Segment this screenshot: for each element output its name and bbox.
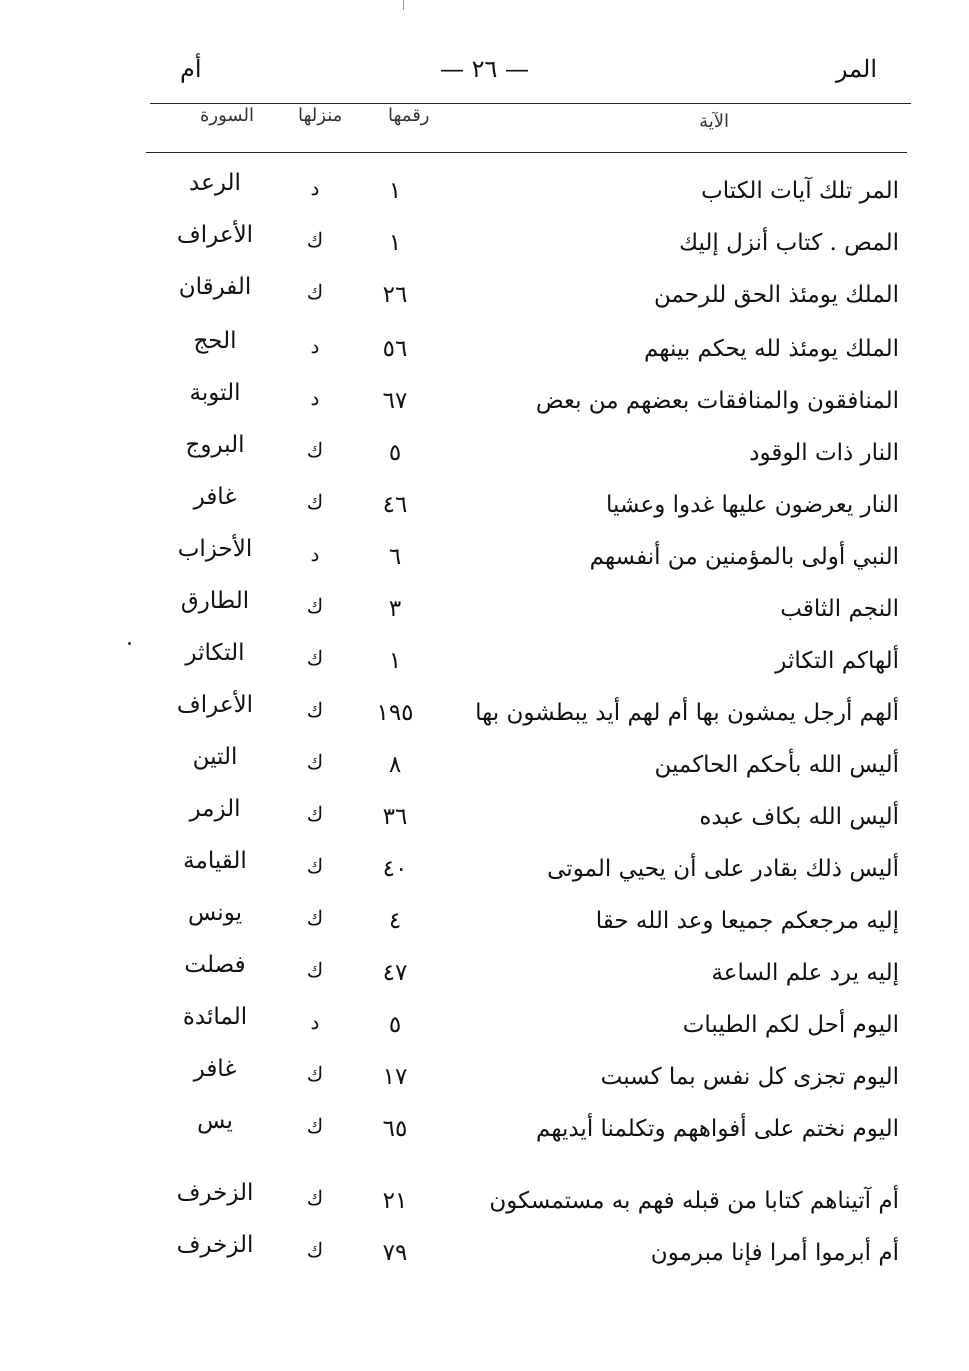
revelation-place: د xyxy=(310,542,320,566)
table-row xyxy=(0,1230,969,1282)
verse-number: ٢١ xyxy=(382,1188,408,1214)
verse-text: أم أبرموا أمرا فإنا مبرمون xyxy=(650,1240,899,1266)
verse-number: ٢٦ xyxy=(382,282,408,308)
surah-name: الزخرف xyxy=(176,1232,254,1258)
header-top-rule xyxy=(150,103,911,104)
verse-number: ٥ xyxy=(388,440,402,466)
table-row xyxy=(0,638,969,690)
revelation-place: ك xyxy=(306,906,324,930)
verse-text: النجم الثاقب xyxy=(780,596,899,622)
verse-text: المص . كتاب أنزل إليك xyxy=(679,230,899,256)
surah-name: المائدة xyxy=(182,1004,248,1030)
surah-name: الزخرف xyxy=(176,1180,254,1206)
surah-name: الرعد xyxy=(189,170,241,196)
table-row xyxy=(0,168,969,220)
surah-name: التين xyxy=(192,744,238,770)
revelation-place: ك xyxy=(306,490,324,514)
verse-number: ١٧ xyxy=(382,1064,408,1090)
revelation-place: ك xyxy=(306,280,324,304)
verse-text: ألهم أرجل يمشون بها أم لهم أيد يبطشون بها xyxy=(475,700,899,726)
table-row xyxy=(0,534,969,586)
revelation-place: ك xyxy=(306,698,324,722)
table-row xyxy=(0,272,969,324)
surah-name: يونس xyxy=(187,900,242,926)
verse-number: ١٩٥ xyxy=(376,700,414,726)
revelation-place: ك xyxy=(306,594,324,618)
revelation-place: ك xyxy=(306,958,324,982)
verse-text: المر تلك آيات الكتاب xyxy=(701,178,899,204)
table-row xyxy=(0,482,969,534)
surah-name: التوبة xyxy=(189,380,241,406)
table-row xyxy=(0,898,969,950)
table-row xyxy=(0,742,969,794)
surah-name: غافر xyxy=(193,484,237,510)
revelation-place: ك xyxy=(306,646,324,670)
running-head-left: أم xyxy=(180,55,202,83)
column-header-verse: الآية xyxy=(699,111,729,132)
revelation-place: ك xyxy=(306,438,324,462)
verse-number: ٤ xyxy=(388,908,402,934)
table-row xyxy=(0,794,969,846)
verse-text: النار ذات الوقود xyxy=(749,440,899,466)
table-row xyxy=(0,378,969,430)
revelation-place: د xyxy=(310,386,320,410)
verse-number: ١ xyxy=(388,178,402,204)
table-row xyxy=(0,846,969,898)
revelation-place: ك xyxy=(306,228,324,252)
verse-number: ٥ xyxy=(388,1012,402,1038)
verse-number: ١ xyxy=(388,648,402,674)
table-row xyxy=(0,950,969,1002)
verse-number: ٣ xyxy=(388,596,402,622)
verse-text: الملك يومئذ الحق للرحمن xyxy=(653,282,899,308)
verse-text: أم آتيناهم كتابا من قبله فهم به مستمسكون xyxy=(489,1188,899,1214)
verse-text: أليس ذلك بقادر على أن يحيي الموتى xyxy=(547,856,899,882)
page-number: — ٢٦ — xyxy=(439,55,530,83)
verse-text: الملك يومئذ لله يحكم بينهم xyxy=(644,336,899,362)
revelation-place: ك xyxy=(306,854,324,878)
table-row xyxy=(0,1106,969,1158)
revelation-place: ك xyxy=(306,750,324,774)
verse-number: ١ xyxy=(388,230,402,256)
revelation-place: د xyxy=(310,176,320,200)
verse-text: أليس الله بأحكم الحاكمين xyxy=(654,752,899,778)
verse-text: اليوم نختم على أفواههم وتكلمنا أيديهم xyxy=(536,1116,899,1142)
crease-mark xyxy=(403,0,404,10)
verse-text: النار يعرضون عليها غدوا وعشيا xyxy=(606,492,899,518)
surah-name: غافر xyxy=(193,1056,237,1082)
surah-name: الفرقان xyxy=(178,274,252,300)
verse-number: ٥٦ xyxy=(382,336,408,362)
verse-text: إليه يرد علم الساعة xyxy=(711,960,899,986)
verse-number: ٤٠ xyxy=(382,856,408,882)
verse-number: ٨ xyxy=(388,752,402,778)
revelation-place: د xyxy=(310,334,320,358)
verse-number: ٦٧ xyxy=(382,388,408,414)
table-row xyxy=(0,586,969,638)
verse-text: أليس الله بكاف عبده xyxy=(699,804,899,830)
verse-text: النبي أولى بالمؤمنين من أنفسهم xyxy=(589,544,899,570)
column-header-place: منزلها xyxy=(298,105,343,126)
surah-name: يس xyxy=(197,1108,233,1134)
verse-text: إليه مرجعكم جميعا وعد الله حقا xyxy=(595,908,899,934)
verse-number: ٦ xyxy=(388,544,402,570)
revelation-place: ك xyxy=(306,802,324,826)
header-bottom-rule xyxy=(146,152,907,153)
verse-text: اليوم أحل لكم الطيبات xyxy=(682,1012,899,1038)
verse-number: ٧٩ xyxy=(382,1240,408,1266)
table-row xyxy=(0,1178,969,1230)
verse-number: ٤٧ xyxy=(382,960,408,986)
revelation-place: ك xyxy=(306,1186,324,1210)
verse-number: ٤٦ xyxy=(382,492,408,518)
table-row xyxy=(0,1054,969,1106)
revelation-place: ك xyxy=(306,1114,324,1138)
surah-name: الحج xyxy=(193,328,237,354)
verse-number: ٣٦ xyxy=(382,804,408,830)
table-row xyxy=(0,1002,969,1054)
surah-name: التكاثر xyxy=(185,640,245,666)
verse-text: المنافقون والمنافقات بعضهم من بعض xyxy=(535,388,899,414)
verse-text: ألهاكم التكاثر xyxy=(775,648,899,674)
verse-text: اليوم تجزى كل نفس بما كسبت xyxy=(600,1064,899,1090)
verse-number: ٦٥ xyxy=(382,1116,408,1142)
running-head-right: المر xyxy=(835,55,877,83)
surah-name: الأعراف xyxy=(176,692,254,718)
revelation-place: ك xyxy=(306,1062,324,1086)
surah-name: الزمر xyxy=(189,796,241,822)
surah-name: الأعراف xyxy=(176,222,254,248)
surah-name: البروج xyxy=(185,432,245,458)
revelation-place: د xyxy=(310,1010,320,1034)
table-row xyxy=(0,220,969,272)
revelation-place: ك xyxy=(306,1238,324,1262)
column-header-number: رقمها xyxy=(388,105,430,126)
column-header-surah: السورة xyxy=(200,105,254,126)
surah-name: الطارق xyxy=(180,588,250,614)
surah-name: فصلت xyxy=(184,952,246,978)
table-row xyxy=(0,690,969,742)
table-row xyxy=(0,326,969,378)
table-row xyxy=(0,430,969,482)
surah-name: القيامة xyxy=(183,848,247,874)
surah-name: الأحزاب xyxy=(177,536,253,562)
